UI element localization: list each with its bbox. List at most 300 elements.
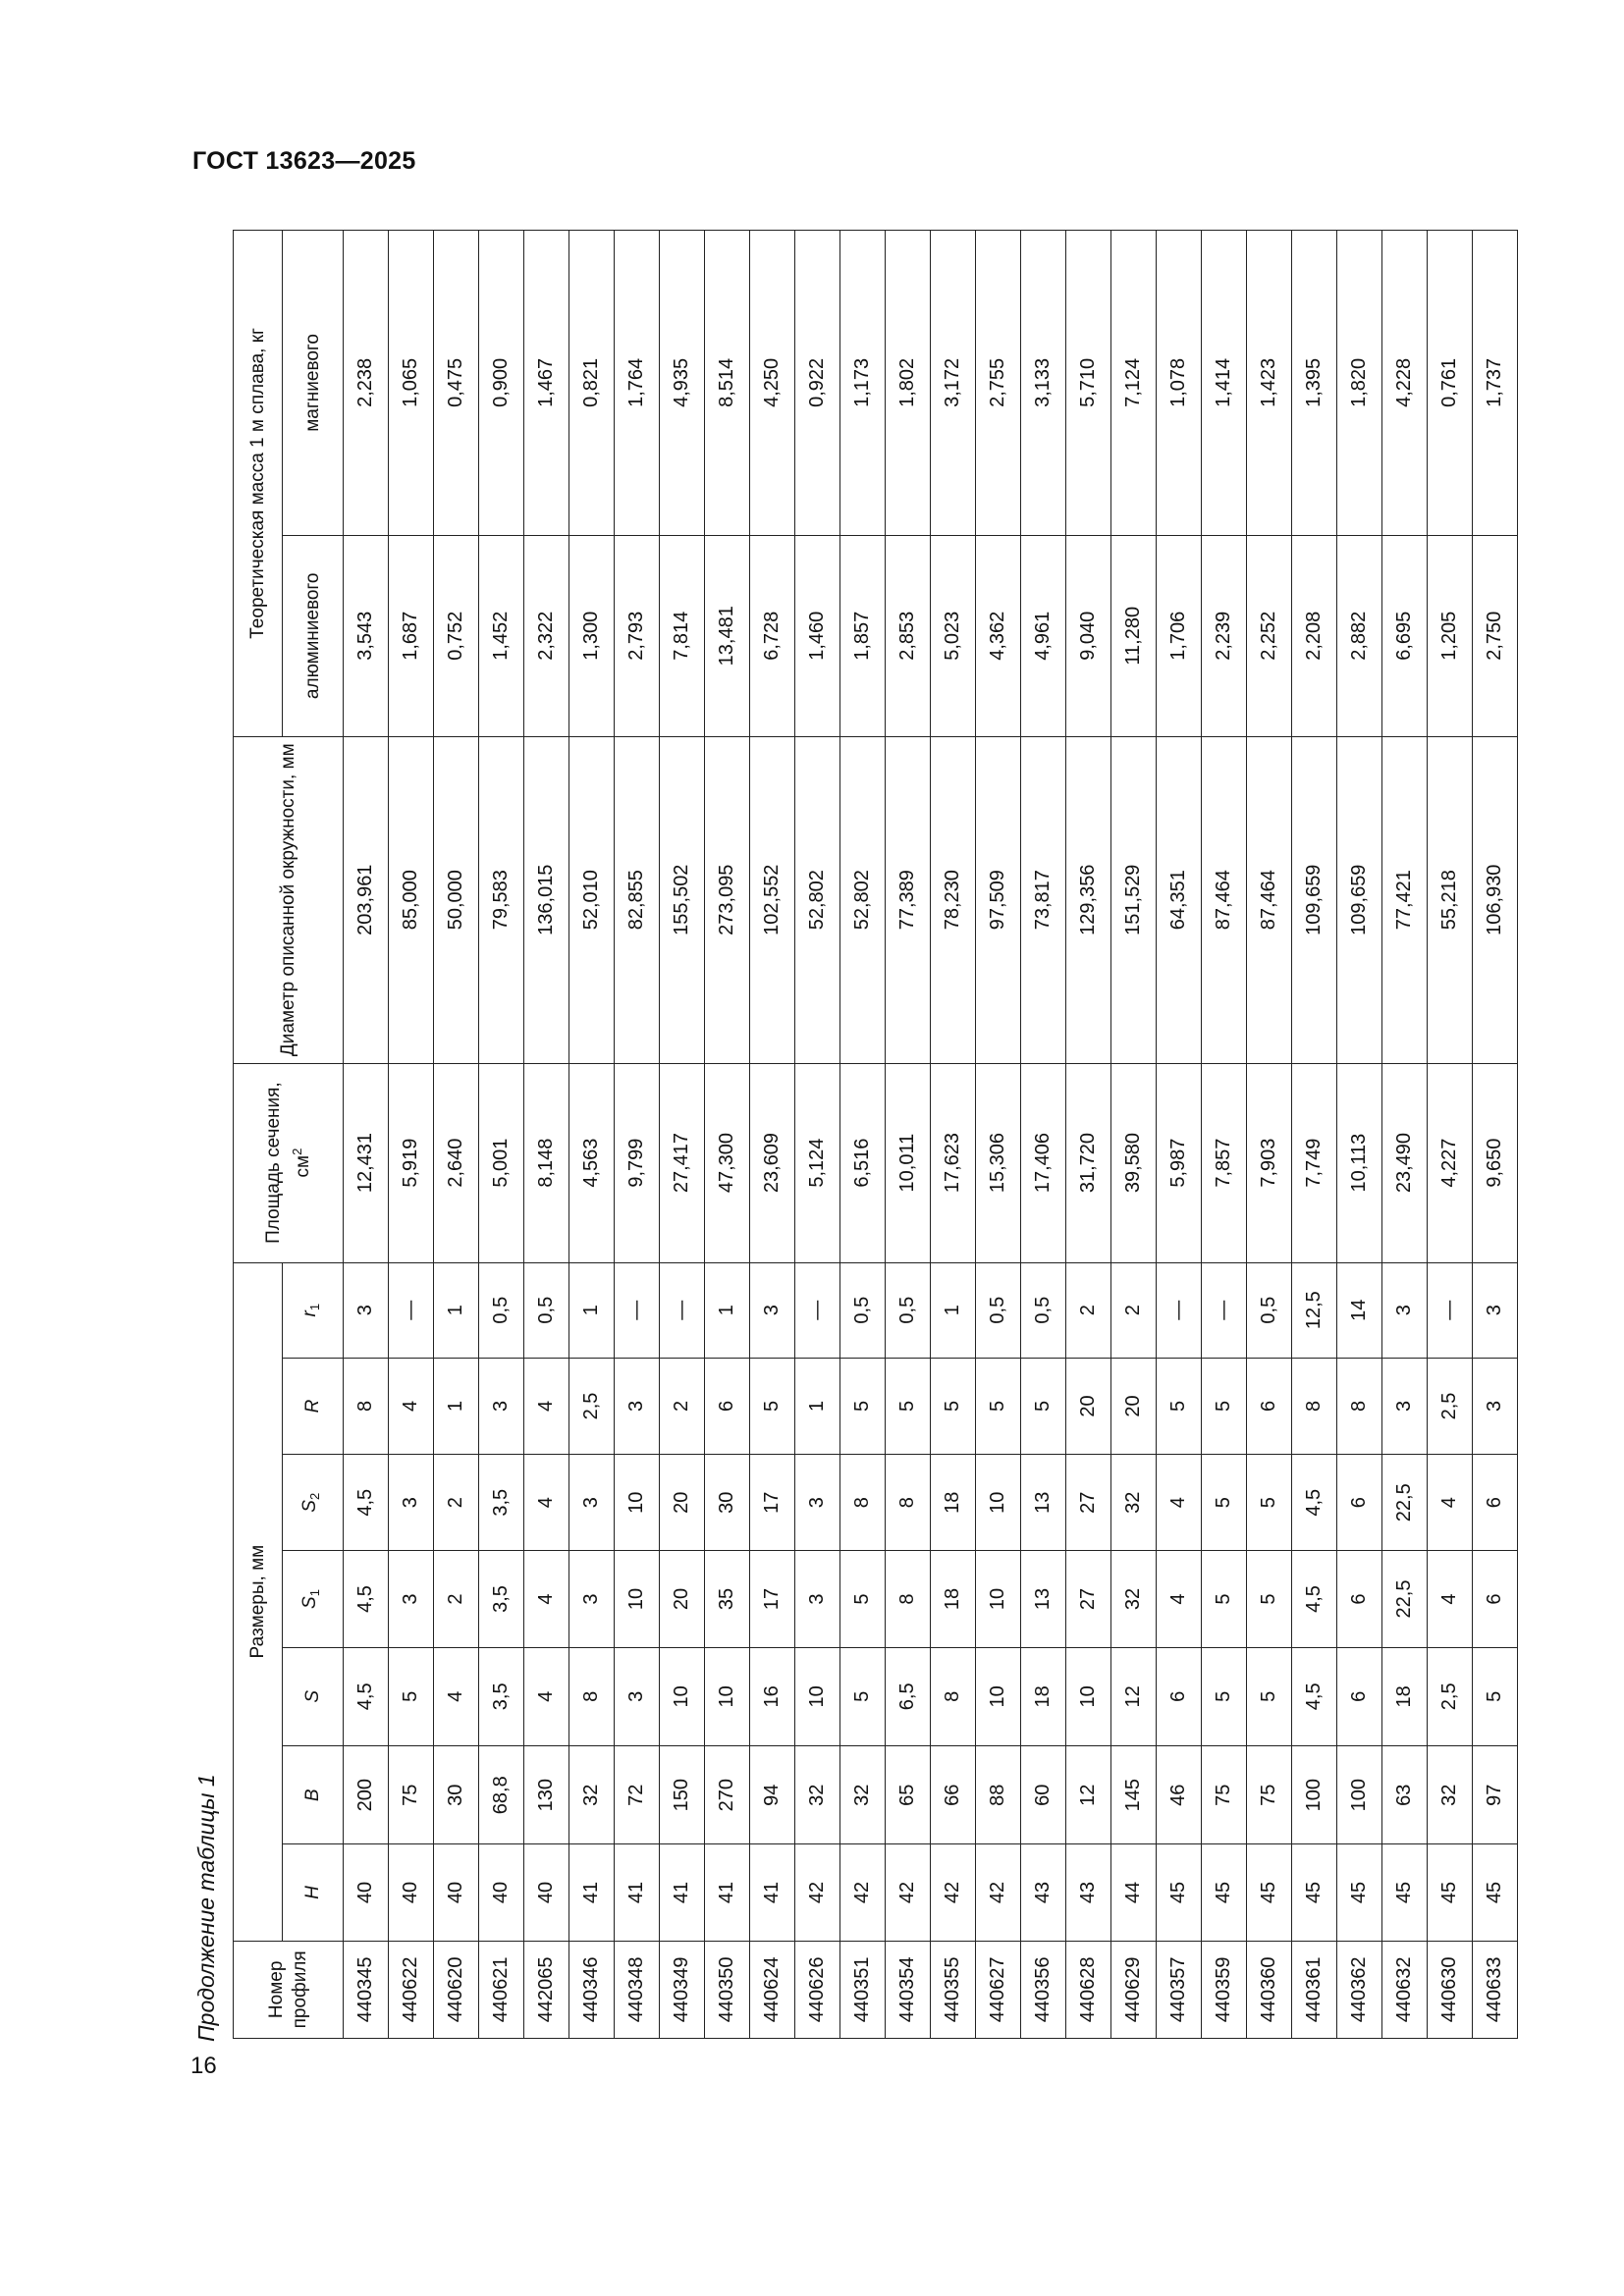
table-cell: 5,919	[389, 1063, 434, 1262]
table-cell: 97	[1473, 1746, 1518, 1844]
table-cell: 10	[976, 1455, 1021, 1551]
table-cell: 1	[434, 1358, 479, 1454]
table-cell: 15,306	[976, 1063, 1021, 1262]
table-cell: 17	[750, 1551, 795, 1647]
table-cell: 4,563	[569, 1063, 615, 1262]
table-cell: 13	[1021, 1551, 1066, 1647]
table-cell: 2,793	[615, 535, 660, 736]
table-cell: 65	[886, 1746, 931, 1844]
table-cell: 5	[750, 1358, 795, 1454]
table-cell: 440349	[660, 1941, 705, 2038]
table-cell: 18	[931, 1551, 976, 1647]
table-cell: 2,750	[1473, 535, 1518, 736]
table-cell: 4,5	[1292, 1455, 1337, 1551]
header-s1-sub: 1	[307, 1589, 322, 1597]
header-diameter: Диаметр описанной окружности, мм	[234, 736, 344, 1063]
table-cell: 5	[840, 1551, 886, 1647]
table-cell: 72	[615, 1746, 660, 1844]
table-cell: 23,490	[1382, 1063, 1428, 1262]
table-cell: —	[795, 1262, 840, 1358]
table-cell: 32	[569, 1746, 615, 1844]
table-cell: 5,124	[795, 1063, 840, 1262]
table-cell: 10,011	[886, 1063, 931, 1262]
document-header: ГОСТ 13623—2025	[192, 147, 416, 175]
table-cell: 13,481	[705, 535, 750, 736]
table-cell: 1	[705, 1262, 750, 1358]
table-cell: 5,987	[1157, 1063, 1202, 1262]
table-cell: 2,322	[524, 535, 569, 736]
table-row	[1382, 231, 1428, 2039]
table-cell: 66	[931, 1746, 976, 1844]
table-cell: 4,5	[1292, 1647, 1337, 1745]
table-cell: 4	[389, 1358, 434, 1454]
header-r1-text: r	[299, 1310, 320, 1317]
table-cell: 440620	[434, 1941, 479, 2038]
table-cell: 1,423	[1247, 231, 1292, 536]
table-cell: 52,802	[840, 736, 886, 1063]
table-cell: 1,467	[524, 231, 569, 536]
table-cell: 5	[1247, 1551, 1292, 1647]
table-cell: 4	[434, 1647, 479, 1745]
header-area	[234, 1063, 344, 1262]
header-magnesium: магниевого	[283, 231, 344, 536]
table-row	[931, 231, 976, 2039]
table-row	[1157, 231, 1202, 2039]
header-s1-text: S	[299, 1596, 320, 1609]
header-b: B	[283, 1746, 344, 1844]
table-cell: 273,095	[705, 736, 750, 1063]
table-cell: 3	[389, 1551, 434, 1647]
table-cell: 1	[569, 1262, 615, 1358]
table-cell: 27	[1066, 1455, 1111, 1551]
table-cell: 109,659	[1337, 736, 1382, 1063]
table-cell: 0,922	[795, 231, 840, 536]
table-cell: 45	[1473, 1844, 1518, 1941]
table-cell: 42	[976, 1844, 1021, 1941]
table-cell: 8,148	[524, 1063, 569, 1262]
table-cell: 2,5	[1428, 1358, 1473, 1454]
table-cell: 4,5	[344, 1455, 389, 1551]
table-cell: 5	[1247, 1455, 1292, 1551]
table-cell: 45	[1428, 1844, 1473, 1941]
table-cell: 440351	[840, 1941, 886, 2038]
table-cell: 440346	[569, 1941, 615, 2038]
table-cell: 0,5	[524, 1262, 569, 1358]
table-cell: 40	[479, 1844, 524, 1941]
table-cell: 41	[750, 1844, 795, 1941]
table-cell: 5	[1247, 1647, 1292, 1745]
table-cell: 151,529	[1111, 736, 1157, 1063]
table-cell: 4	[524, 1551, 569, 1647]
table-cell: 3	[795, 1551, 840, 1647]
table-cell: 97,509	[976, 736, 1021, 1063]
table-cell: 85,000	[389, 736, 434, 1063]
table-cell: 136,015	[524, 736, 569, 1063]
table-cell: 5	[1202, 1551, 1247, 1647]
table-cell: 200	[344, 1746, 389, 1844]
table-cell: 6,728	[750, 535, 795, 736]
table-row	[795, 231, 840, 2039]
table-cell: 32	[1428, 1746, 1473, 1844]
table-cell: 270	[705, 1746, 750, 1844]
table-cell: 10	[1066, 1647, 1111, 1745]
table-row	[1202, 231, 1247, 2039]
table-cell: 32	[795, 1746, 840, 1844]
table-cell: 3,5	[479, 1455, 524, 1551]
table-row	[750, 231, 795, 2039]
table-row	[434, 231, 479, 2039]
table-cell: 18	[1382, 1647, 1428, 1745]
header-dimensions: Размеры, мм	[234, 1262, 283, 1941]
table-cell: 129,356	[1066, 736, 1111, 1063]
header-s: S	[283, 1647, 344, 1745]
table-row	[615, 231, 660, 2039]
table-cell: 5	[931, 1358, 976, 1454]
table-cell: 8	[1337, 1358, 1382, 1454]
table-cell: 77,421	[1382, 736, 1428, 1063]
table-cell: 75	[389, 1746, 434, 1844]
table-cell: 75	[1202, 1746, 1247, 1844]
table-cell: 10	[705, 1647, 750, 1745]
table-cell: 3	[1473, 1358, 1518, 1454]
table-cell: 3	[1382, 1358, 1428, 1454]
table-cell: 2,853	[886, 535, 931, 736]
table-row	[840, 231, 886, 2039]
table-cell: 32	[840, 1746, 886, 1844]
table-cell: 6	[1473, 1551, 1518, 1647]
table-cell: 45	[1157, 1844, 1202, 1941]
table-cell: 8	[931, 1647, 976, 1745]
table-cell: 22,5	[1382, 1551, 1428, 1647]
table-cell: 32	[1111, 1455, 1157, 1551]
table-cell: 7,903	[1247, 1063, 1292, 1262]
table-cell: 43	[1021, 1844, 1066, 1941]
table-cell: 17	[750, 1455, 795, 1551]
table-cell: 2,882	[1337, 535, 1382, 736]
table-cell: 35	[705, 1551, 750, 1647]
table-cell: 3,172	[931, 231, 976, 536]
table-cell: 5,710	[1066, 231, 1111, 536]
table-cell: 0,5	[1247, 1262, 1292, 1358]
table-cell: 440355	[931, 1941, 976, 2038]
table-cell: 52,010	[569, 736, 615, 1063]
table-cell: 20	[660, 1455, 705, 1551]
table-cell: 2	[1066, 1262, 1111, 1358]
table-cell: 50,000	[434, 736, 479, 1063]
header-h: H	[283, 1844, 344, 1941]
table-cell: —	[1157, 1262, 1202, 1358]
table-cell: 0,752	[434, 535, 479, 736]
table-cell: 78,230	[931, 736, 976, 1063]
table-cell: 9,799	[615, 1063, 660, 1262]
table-cell: 60	[1021, 1746, 1066, 1844]
table-cell: 5	[1021, 1358, 1066, 1454]
table-cell: 1	[931, 1262, 976, 1358]
table-cell: 32	[1111, 1551, 1157, 1647]
table-cell: 2,640	[434, 1063, 479, 1262]
table-cell: 3	[389, 1455, 434, 1551]
table-cell: 63	[1382, 1746, 1428, 1844]
table-cell: 27,417	[660, 1063, 705, 1262]
table-row	[569, 231, 615, 2039]
table-cell: 2	[660, 1358, 705, 1454]
table-cell: 2,755	[976, 231, 1021, 536]
table-cell: 0,821	[569, 231, 615, 536]
table-cell: 6,5	[886, 1647, 931, 1745]
table-cell: 440632	[1382, 1941, 1428, 2038]
table-cell: 40	[524, 1844, 569, 1941]
table-cell: 5	[1202, 1647, 1247, 1745]
table-cell: 0,5	[840, 1262, 886, 1358]
table-row	[1337, 231, 1382, 2039]
table-cell: 3	[615, 1358, 660, 1454]
table-cell: 4,250	[750, 231, 795, 536]
table-cell: 1	[795, 1358, 840, 1454]
table-row	[344, 231, 389, 2039]
table-cell: 4	[1157, 1455, 1202, 1551]
table-cell: 6	[1157, 1647, 1202, 1745]
table-cell: —	[615, 1262, 660, 1358]
table-cell: 6	[1337, 1551, 1382, 1647]
table-cell: 10	[615, 1455, 660, 1551]
table-cell: 6,516	[840, 1063, 886, 1262]
table-cell: 18	[931, 1455, 976, 1551]
table-cell: 3	[1382, 1262, 1428, 1358]
table-cell: 440624	[750, 1941, 795, 2038]
table-cell: 10	[976, 1551, 1021, 1647]
table-cell: 4,5	[344, 1551, 389, 1647]
table-row	[705, 231, 750, 2039]
table-row	[976, 231, 1021, 2039]
table-cell: 46	[1157, 1746, 1202, 1844]
table-cell: 440622	[389, 1941, 434, 2038]
table-cell: 12,431	[344, 1063, 389, 1262]
table-cell: 12	[1066, 1746, 1111, 1844]
table-cell: 87,464	[1202, 736, 1247, 1063]
table-cell: 203,961	[344, 736, 389, 1063]
table-cell: 94	[750, 1746, 795, 1844]
table-cell: —	[660, 1262, 705, 1358]
table-cell: 17,623	[931, 1063, 976, 1262]
table-cell: 45	[1337, 1844, 1382, 1941]
table-cell: 10	[660, 1647, 705, 1745]
table-cell: 12	[1111, 1647, 1157, 1745]
table-cell: 145	[1111, 1746, 1157, 1844]
table-cell: 10	[615, 1551, 660, 1647]
table-cell: 3,5	[479, 1647, 524, 1745]
table-cell: 20	[1111, 1358, 1157, 1454]
table-cell: 6	[1247, 1358, 1292, 1454]
table-cell: 41	[569, 1844, 615, 1941]
table-cell: 41	[705, 1844, 750, 1941]
table-cell: 88	[976, 1746, 1021, 1844]
table-cell: 5	[1157, 1358, 1202, 1454]
table-cell: 73,817	[1021, 736, 1066, 1063]
table-cell: 30	[434, 1746, 479, 1844]
table-cell: 4,228	[1382, 231, 1428, 536]
table-cell: 75	[1247, 1746, 1292, 1844]
table-cell: 4	[524, 1455, 569, 1551]
table-cell: 5	[886, 1358, 931, 1454]
table-cell: 7,857	[1202, 1063, 1247, 1262]
table-cell: 68,8	[479, 1746, 524, 1844]
table-cell: 2,252	[1247, 535, 1292, 736]
table-cell: 1,687	[389, 535, 434, 736]
table-cell: 4	[1157, 1551, 1202, 1647]
page-number: 16	[190, 2053, 217, 2079]
table-cell: 11,280	[1111, 535, 1157, 736]
table-cell: 440361	[1292, 1941, 1337, 2038]
table-cell: 1,460	[795, 535, 840, 736]
table-row	[1473, 231, 1518, 2039]
table-cell: 64,351	[1157, 736, 1202, 1063]
header-r1-sub: 1	[307, 1303, 322, 1311]
table-cell: 5,001	[479, 1063, 524, 1262]
table-cell: 0,475	[434, 231, 479, 536]
table-cell: 3	[569, 1551, 615, 1647]
header-s2	[283, 1455, 344, 1551]
table-cell: 0,900	[479, 231, 524, 536]
table-cell: 6	[1337, 1455, 1382, 1551]
table-cell: 440345	[344, 1941, 389, 2038]
table-cell: 3,543	[344, 535, 389, 736]
table-cell: 6,695	[1382, 535, 1428, 736]
rotated-table-container	[233, 230, 1505, 2039]
table-cell: 3	[1473, 1262, 1518, 1358]
table-cell: 23,609	[750, 1063, 795, 1262]
table-row	[524, 231, 569, 2039]
table-cell: 8	[1292, 1358, 1337, 1454]
table-cell: 8,514	[705, 231, 750, 536]
table-cell: 440629	[1111, 1941, 1157, 2038]
table-cell: 4,227	[1428, 1063, 1473, 1262]
table-row	[660, 231, 705, 2039]
table-cell: 2,239	[1202, 535, 1247, 736]
table-cell: 440350	[705, 1941, 750, 2038]
table-cell: 47,300	[705, 1063, 750, 1262]
table-cell: 45	[1247, 1844, 1292, 1941]
table-cell: 22,5	[1382, 1455, 1428, 1551]
table-row	[1428, 231, 1473, 2039]
table-cell: 0,5	[886, 1262, 931, 1358]
table-cell: 20	[660, 1551, 705, 1647]
table-cell: 4	[524, 1647, 569, 1745]
table-cell: 3	[750, 1262, 795, 1358]
table-cell: 30	[705, 1455, 750, 1551]
table-cell: 8	[569, 1647, 615, 1745]
table-cell: 4,5	[344, 1647, 389, 1745]
table-row	[886, 231, 931, 2039]
table-cell: 42	[931, 1844, 976, 1941]
table-cell: 3,5	[479, 1551, 524, 1647]
table-cell: 45	[1202, 1844, 1247, 1941]
table-cell: 1,706	[1157, 535, 1202, 736]
table-cell: 2,5	[569, 1358, 615, 1454]
table-cell: 7,814	[660, 535, 705, 736]
table-cell: 100	[1292, 1746, 1337, 1844]
table-cell: 440356	[1021, 1941, 1066, 2038]
table-cell: 31,720	[1066, 1063, 1111, 1262]
table-cell: 27	[1066, 1551, 1111, 1647]
table-cell: 106,930	[1473, 736, 1518, 1063]
table-cell: 0,5	[976, 1262, 1021, 1358]
table-cell: 130	[524, 1746, 569, 1844]
table-cell: 4,961	[1021, 535, 1066, 736]
table-cell: 12,5	[1292, 1262, 1337, 1358]
table-cell: 5	[840, 1647, 886, 1745]
header-area-sup: 2	[289, 1148, 304, 1155]
table-cell: 1,173	[840, 231, 886, 536]
table-cell: 10	[976, 1647, 1021, 1745]
table-cell: 44	[1111, 1844, 1157, 1941]
table-cell: 5	[1473, 1647, 1518, 1745]
table-cell: 440348	[615, 1941, 660, 2038]
table-cell: 4,362	[976, 535, 1021, 736]
table-cell: —	[1202, 1262, 1247, 1358]
table-cell: 1,857	[840, 535, 886, 736]
header-s2-text: S	[299, 1500, 320, 1513]
table-cell: 14	[1337, 1262, 1382, 1358]
table-cell: 82,855	[615, 736, 660, 1063]
table-cell: 1,452	[479, 535, 524, 736]
table-cell: 0,5	[479, 1262, 524, 1358]
table-cell: 52,802	[795, 736, 840, 1063]
table-cell: 4	[1428, 1455, 1473, 1551]
header-s2-sub: 2	[307, 1492, 322, 1500]
table-cell: 8	[344, 1358, 389, 1454]
table-cell: 440633	[1473, 1941, 1518, 2038]
table-cell: 42	[886, 1844, 931, 1941]
table-cell: 43	[1066, 1844, 1111, 1941]
table-row	[1111, 231, 1157, 2039]
table-cell: 3	[615, 1647, 660, 1745]
table-cell: 55,218	[1428, 736, 1473, 1063]
table-cell: 1,820	[1337, 231, 1382, 536]
table-cell: 2	[434, 1551, 479, 1647]
table-cell: 3	[569, 1455, 615, 1551]
table-cell: 1,802	[886, 231, 931, 536]
table-cell: 5	[1202, 1358, 1247, 1454]
profiles-table	[233, 230, 1518, 2039]
table-cell: 155,502	[660, 736, 705, 1063]
table-cell: 440630	[1428, 1941, 1473, 2038]
table-cell: 2,208	[1292, 535, 1337, 736]
header-r1	[283, 1262, 344, 1358]
table-cell: 40	[344, 1844, 389, 1941]
table-cell: 6	[705, 1358, 750, 1454]
table-cell: 8	[886, 1455, 931, 1551]
header-aluminum: алюминиевого	[283, 535, 344, 736]
table-cell: 9,040	[1066, 535, 1111, 736]
table-cell: 1,078	[1157, 231, 1202, 536]
header-area-text: Площадь сечения, см	[262, 1082, 313, 1244]
table-cell: 5	[976, 1358, 1021, 1454]
table-cell: 440360	[1247, 1941, 1292, 2038]
table-cell: —	[389, 1262, 434, 1358]
table-cell: 16	[750, 1647, 795, 1745]
table-cell: 2,5	[1428, 1647, 1473, 1745]
table-cell: 20	[1066, 1358, 1111, 1454]
table-cell: 1	[434, 1262, 479, 1358]
table-cell: 77,389	[886, 736, 931, 1063]
table-cell: 9,650	[1473, 1063, 1518, 1262]
table-cell: 1,205	[1428, 535, 1473, 736]
table-cell: 42	[840, 1844, 886, 1941]
table-cell: 2,238	[344, 231, 389, 536]
table-row	[1066, 231, 1111, 2039]
table-cell: 1,065	[389, 231, 434, 536]
header-mass: Теоретическая масса 1 м сплава, кг	[234, 231, 283, 737]
